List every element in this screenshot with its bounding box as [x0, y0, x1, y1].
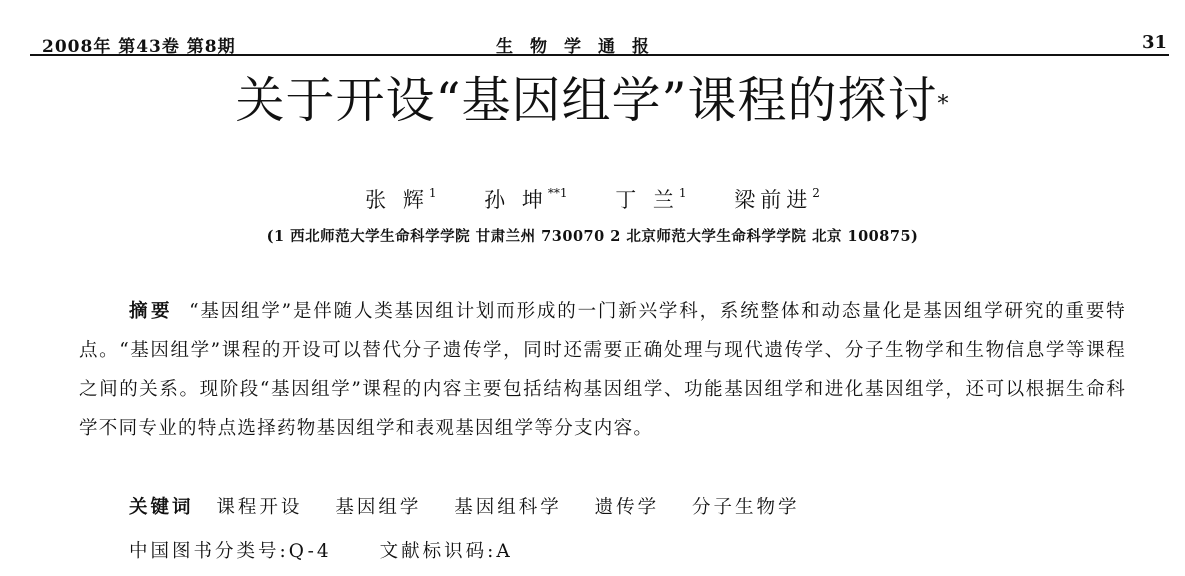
author — [365, 188, 436, 212]
keyword: 基因组科学 — [454, 497, 562, 518]
author-name: 梁前进 — [734, 188, 813, 212]
keyword: 基因组学 — [335, 497, 422, 518]
abstract — [79, 292, 1126, 448]
page-number: 31 — [1141, 32, 1167, 53]
author-affiliation-mark: 2 — [812, 186, 820, 200]
document-code: 文献标识码:A — [379, 541, 513, 562]
author-affiliation-mark: 1 — [428, 186, 437, 200]
abstract-text: “基因组学”是伴随人类基因组计划而形成的一门新兴学科，系统整体和动态量化是基因组学研究的重要特点。“基因组学”课程的开设可以替代分子遗传学，同时还需要正确处理与现代遗传学、分子生物学和生物信息学等课程之间的关系。现阶段“基因组学”课程的内容主要包括结构基因组学、功能基因组学和进化基因组学，还可以根据生命科学不同专业的特点选择药物基因组学和表观基因组学等分支内容。 — [79, 301, 1126, 439]
affiliation: (1 西北师范大学生命科学学院 甘肃兰州 730070 2 北京师范大学生命科学学院 北京 100875) — [266, 228, 919, 245]
author-list — [0, 180, 1185, 215]
author-affiliation-mark: **1 — [547, 186, 568, 200]
author — [734, 188, 820, 212]
author-affiliation-mark: 1 — [678, 186, 687, 200]
abstract-label: 摘要 — [129, 301, 174, 322]
keywords-label: 关键词 — [129, 497, 194, 518]
author — [615, 188, 686, 212]
keyword: 遗传学 — [594, 497, 660, 518]
journal-name: 生物学通报 — [496, 37, 666, 57]
title-text: 关于开设“基因组学”课程的探讨 — [235, 72, 938, 129]
author-name: 丁 兰 — [615, 188, 679, 212]
author-name: 张 辉 — [365, 188, 429, 212]
keyword: 课程开设 — [216, 497, 303, 518]
keyword: 分子生物学 — [692, 497, 800, 518]
classification-line — [129, 537, 513, 563]
header-rule — [30, 54, 1169, 56]
keywords — [129, 493, 824, 519]
author-name: 孙 坤 — [484, 188, 548, 212]
issue-info: 2008年 第43卷 第8期 — [42, 37, 236, 57]
author — [484, 188, 567, 212]
library-classification: 中国图书分类号:Q-4 — [129, 541, 332, 562]
article-title — [0, 66, 1185, 136]
title-footnote-mark: * — [937, 92, 950, 117]
